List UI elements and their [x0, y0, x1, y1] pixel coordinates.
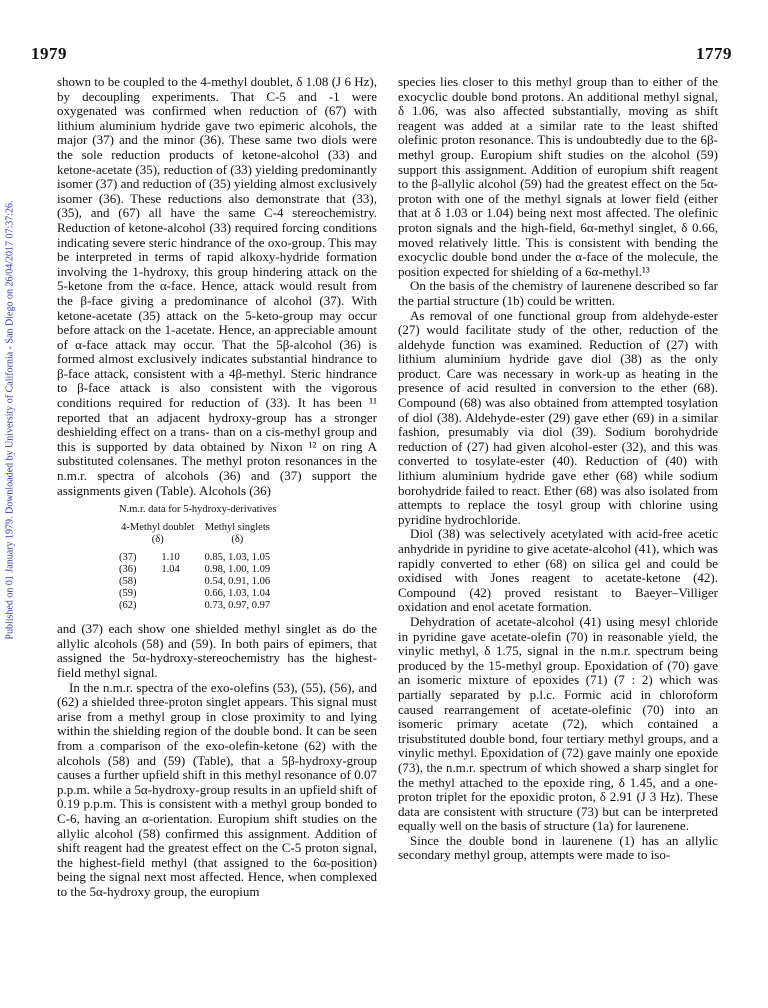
- table-cell-singlets: 0.73, 0.97, 0.97: [204, 600, 271, 612]
- header-page-number: 1779: [696, 44, 732, 63]
- paragraph: On the basis of the chemistry of laurenene described so far the partial structure (1b) could be written.: [398, 278, 718, 308]
- left-column: [57, 75, 377, 900]
- table-cell-compound: (37): [119, 552, 137, 564]
- table-cell-singlets: 0.98, 1.00, 1.09: [204, 564, 271, 576]
- right-column: [398, 75, 718, 863]
- table-cell-compound: (36): [119, 564, 137, 576]
- table-cell-doublet: [145, 588, 205, 600]
- table-subheader-row: [119, 534, 278, 546]
- header-year: 1979: [31, 44, 67, 63]
- nmr-table: [57, 504, 377, 612]
- table-subheader: (δ): [151, 534, 164, 546]
- table-cell-compound: (58): [119, 576, 137, 588]
- download-notice-text: Published on 01 January 1979. Downloaded by University of California - San Diego on 26/04/2017 07:37:26.: [4, 200, 16, 640]
- table-cell-compound: (59): [119, 588, 137, 600]
- table-header: 4-Methyl doublet: [121, 522, 195, 534]
- paragraph: Dehydration of acetate-alcohol (41) using mesyl chloride in pyridine gave acetate-olefin (70) in reasonable yield, the vinylic methyl, δ 1.75, signal in the n.m.r. spectrum being produced by the 15-methyl group. Epoxidation of (70) gave an isomeric mixture of epoxides (71) (7 : 2) which was partially separated by p.l.c. Formic acid in chloroform caused rearrangement of acetate-olefinic (70) into an isomeric primary acetate (72), which contained a trisubstituted double bond, four tertiary methyl groups, and a vinylic methyl. Epoxidation of (72) gave mainly one epoxide (73), the n.m.r. spectrum of which showed a sharp singlet for the methyl attached to the epoxide ring, δ 1.45, and a one-proton triplet for the epoxidic proton, δ 2.91 (J 3 Hz). These data are consistent with structure (73) but can be interpreted equally well on the basis of structure (1a) for laurenene.: [398, 613, 718, 834]
- table-row: [119, 576, 278, 588]
- paragraph: Since the double bond in laurenene (1) has an allylic secondary methyl group, attempts were made to iso-: [398, 832, 718, 863]
- table-cell-compound: (62): [119, 600, 137, 612]
- paragraph: and (37) each show one shielded methyl singlet as do the allylic alcohols (58) and (59). In both pairs of epimers, that assigned the 5α-hydroxy-stereochemistry has the highest-field methyl signal.: [57, 621, 377, 680]
- table-cell-singlets: 0.85, 1.03, 1.05: [204, 552, 271, 564]
- table-grid: [119, 522, 278, 612]
- table-row: [119, 552, 278, 564]
- table-header: Methyl singlets: [204, 522, 270, 534]
- paragraph: species lies closer to this methyl group than to either of the exocyclic double bond protons. An additional methyl signal, δ 1.06, was also affected substantially, moving as shift reagent was added at a similar rate to the least shifted olefinic proton resonance. This is undoubtedly due to the 6β-methyl group. Europium shift studies on the alcohol (59) support this assignment. Addition of europium shift reagent to the β-allylic alcohol (59) had the greatest effect on the 5α-proton with one of the methyl signals at lower field (either that at δ 1.03 or 1.04) being next most affected. The olefinic proton signals and the high-field, 6α-methyl singlet, δ 0.66, moved relatively little. This is consistent with bending the exocyclic double bond under the α-face of the molecule, the position expected for shielding of a 6α-methyl.¹³: [398, 74, 718, 279]
- table-cell-doublet: 1.04: [161, 564, 180, 576]
- table-subheader: (δ): [231, 534, 244, 546]
- table-row: [119, 564, 278, 576]
- table-cell-doublet: [145, 600, 205, 612]
- paragraph: In the n.m.r. spectra of the exo-olefins (53), (55), (56), and (62) a shielded three-proton singlet appears. This signal must arise from a methyl group in close proximity to and lying within the shielding region of the double bond. It can be seen from a comparison of the exo-olefin-ketone (62) with the alcohols (58) and (59) (Table), that a 5β-hydroxy-group causes a further upfield shift in this methyl resonance of 0.07 p.p.m. while a 5α-hydroxy-group results in an upfield shift of 0.19 p.p.m. This is consistent with a methyl group bonded to C-6, having an α-orientation. Europium shift studies on the allylic alcohol (58) confirmed this assignment. Addition of shift reagent had the greatest effect on the C-5 proton signal, the highest-field methyl (that assigned to the 6α-position) being the signal next most affected. Hence, when complexed to the 5α-hydroxy group, the europium: [57, 679, 377, 899]
- table-caption: N.m.r. data for 5-hydroxy-derivatives: [119, 504, 277, 516]
- table-header-row: [119, 522, 278, 534]
- table-cell-doublet: 1.10: [161, 552, 180, 564]
- table-cell-doublet: [145, 576, 205, 588]
- download-notice-sidebar: [2, 140, 18, 700]
- table-cell-singlets: 0.54, 0.91, 1.06: [204, 576, 271, 588]
- table-row: [119, 588, 278, 600]
- paragraph: shown to be coupled to the 4-methyl doublet, δ 1.08 (J 6 Hz), by decoupling experiments. That C-5 and -1 were oxygenated was confirmed when reduction of (67) with lithium aluminium hydride gave two epimeric alcohols, the major (37) and the minor (36). These same two diols were the sole reduction products of ketone-alcohol (33) and ketone-acetate (35), reduction of (33) yielding predominantly isomer (37) and reduction of (35) yielding almost exclusively isomer (36). These reductions also demonstrate that (33), (35), and (67) all have the same C-4 stereochemistry. Reduction of ketone-alcohol (33) required forcing conditions indicating severe steric hindrance of the oxo-group. This may be interpreted in terms of rapid alkoxy-hydride formation involving the 1-hydroxy, this group hindering attack on the 5-ketone from the α-face. Hence, attack would result from the β-face giving a predominance of alcohol (37). With ketone-acetate (35) attack on the 5-keto-group may occur before attack on the 1-acetate. Hence, an appreciable amount of α-face attack may occur. That the 5β-alcohol (36) is formed almost exclusively indicates substantial hindrance to β-face attack, consistent with a 4β-methyl. Steric hindrance to β-face attack is also consistent with the vigorous conditions required for reduction of (33). It has been ¹¹ reported that an adjacent hydroxy-group has a stronger deshielding effect on a trans- than on a cis-methyl group and this is supported by data obtained by Nixon ¹² on ring A substituted colensanes. The methyl proton resonances in the n.m.r. spectra of alcohols (36) and (37) support the assignments given (Table). Alcohols (36): [57, 74, 377, 498]
- table-cell-singlets: 0.66, 1.03, 1.04: [204, 588, 271, 600]
- paragraph: As removal of one functional group from aldehyde-ester (27) would facilitate study of the other, reduction of the aldehyde function was examined. Reduction of (27) with lithium aluminium hydride gave diol (38) as the only product. Care was necessary in work-up as heating in the presence of acid resulted in conversion to the ether (68). Compound (68) was also obtained from attempted tosylation of diol (38). Aldehyde-ester (29) gave ether (69) in a similar fashion, presumably via diol (39). Sodium borohydride reduction of (27) had given alcohol-ester (32), and this was converted to tosylate-ester (40). Reduction of (40) with lithium aluminium hydride gave ether (68) while sodium borohydride failed to react. Ether (68) was also isolated from attempts to replace the tosyl group with chlorine using pyridine hydrochloride.: [398, 307, 718, 527]
- paragraph: Diol (38) was selectively acetylated with acid-free acetic anhydride in pyridine to give acetate-alcohol (41), which was rapidly converted to ether (68) on silica gel and could be oxidised with Jones reagent to acetate-ketone (42). Compound (42) proved resistant to Baeyer–Villiger oxidation and enol acetate formation.: [398, 526, 718, 615]
- table-row: [119, 600, 278, 612]
